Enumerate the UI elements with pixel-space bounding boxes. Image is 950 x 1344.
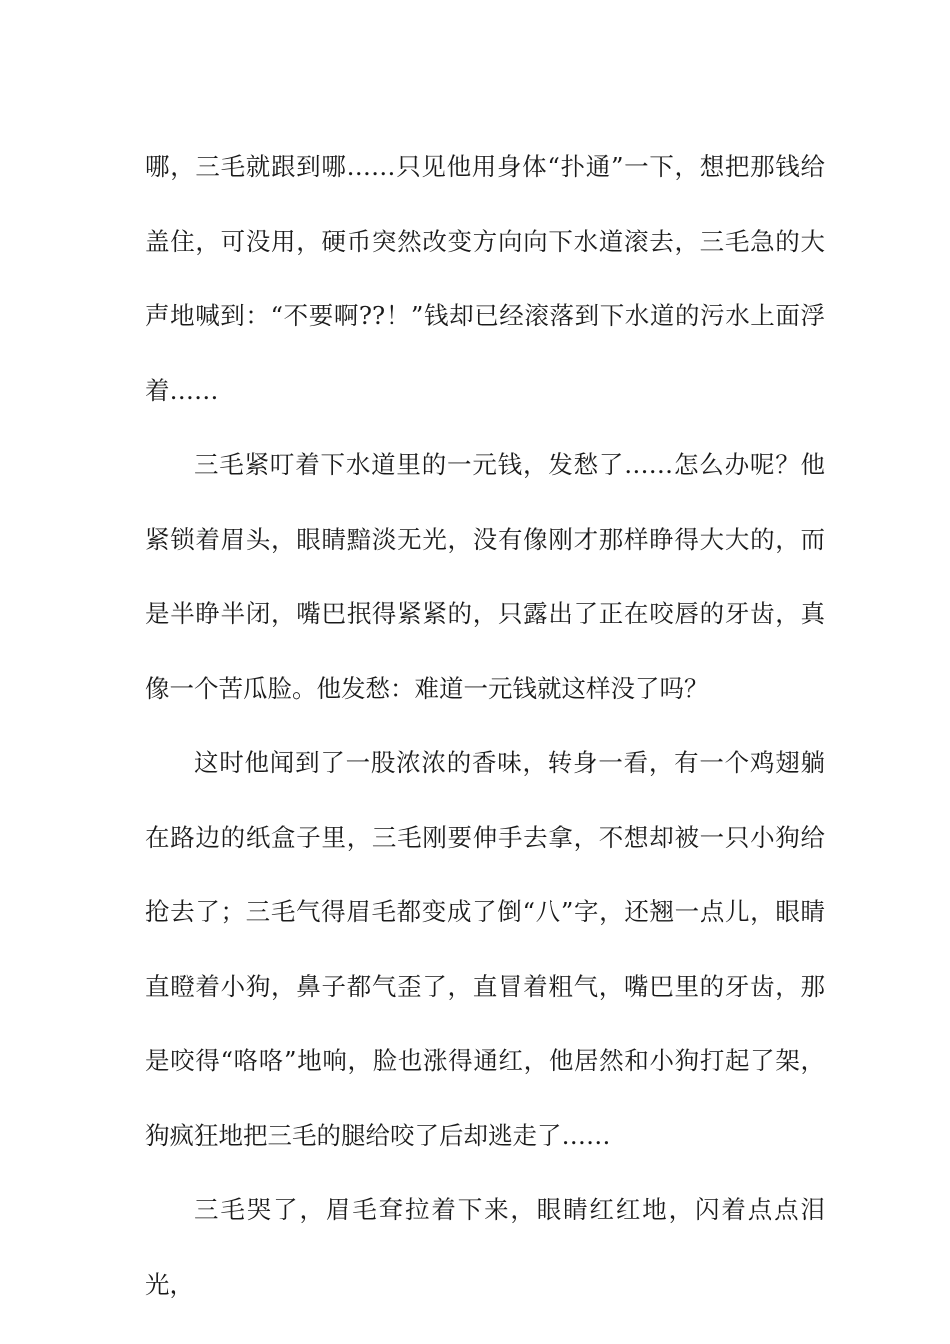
paragraph-continuation: 哪，三毛就跟到哪……只见他用身体“扑通”一下，想把那钱给盖住，可没用，硬币突然改变方向向下水道滚去，三毛急的大声地喊到：“不要啊??！”钱却已经滚落到下水道的污水上面浮着…… xyxy=(145,152,825,405)
body-text xyxy=(145,130,825,1322)
paragraph-sanmao-worried: 三毛紧叮着下水道里的一元钱，发愁了……怎么办呢？他紧锁着眉头，眼睛黯淡无光，没有像刚才那样睁得大大的，而是半睁半闭，嘴巴抿得紧紧的，只露出了正在咬唇的牙齿，真像一个苦瓜脸。他发愁：难道一元钱就这样没了吗？ xyxy=(145,450,825,703)
paragraph-dog-fight: 这时他闻到了一股浓浓的香味，转身一看，有一个鸡翅躺在路边的纸盒子里，三毛刚要伸手去拿，不想却被一只小狗给抢去了；三毛气得眉毛都变成了倒“八”字，还翘一点儿，眼睛直瞪着小狗，鼻子都气歪了，直冒着粗气，嘴巴里的牙齿，那是咬得“咯咯”地响，脸也涨得通红，他居然和小狗打起了架，狗疯狂地把三毛的腿给咬了后却逃走了…… xyxy=(145,748,825,1150)
paragraph-sanmao-cries: 三毛哭了，眉毛耷拉着下来，眼睛红红地，闪着点点泪光， xyxy=(145,1195,825,1299)
